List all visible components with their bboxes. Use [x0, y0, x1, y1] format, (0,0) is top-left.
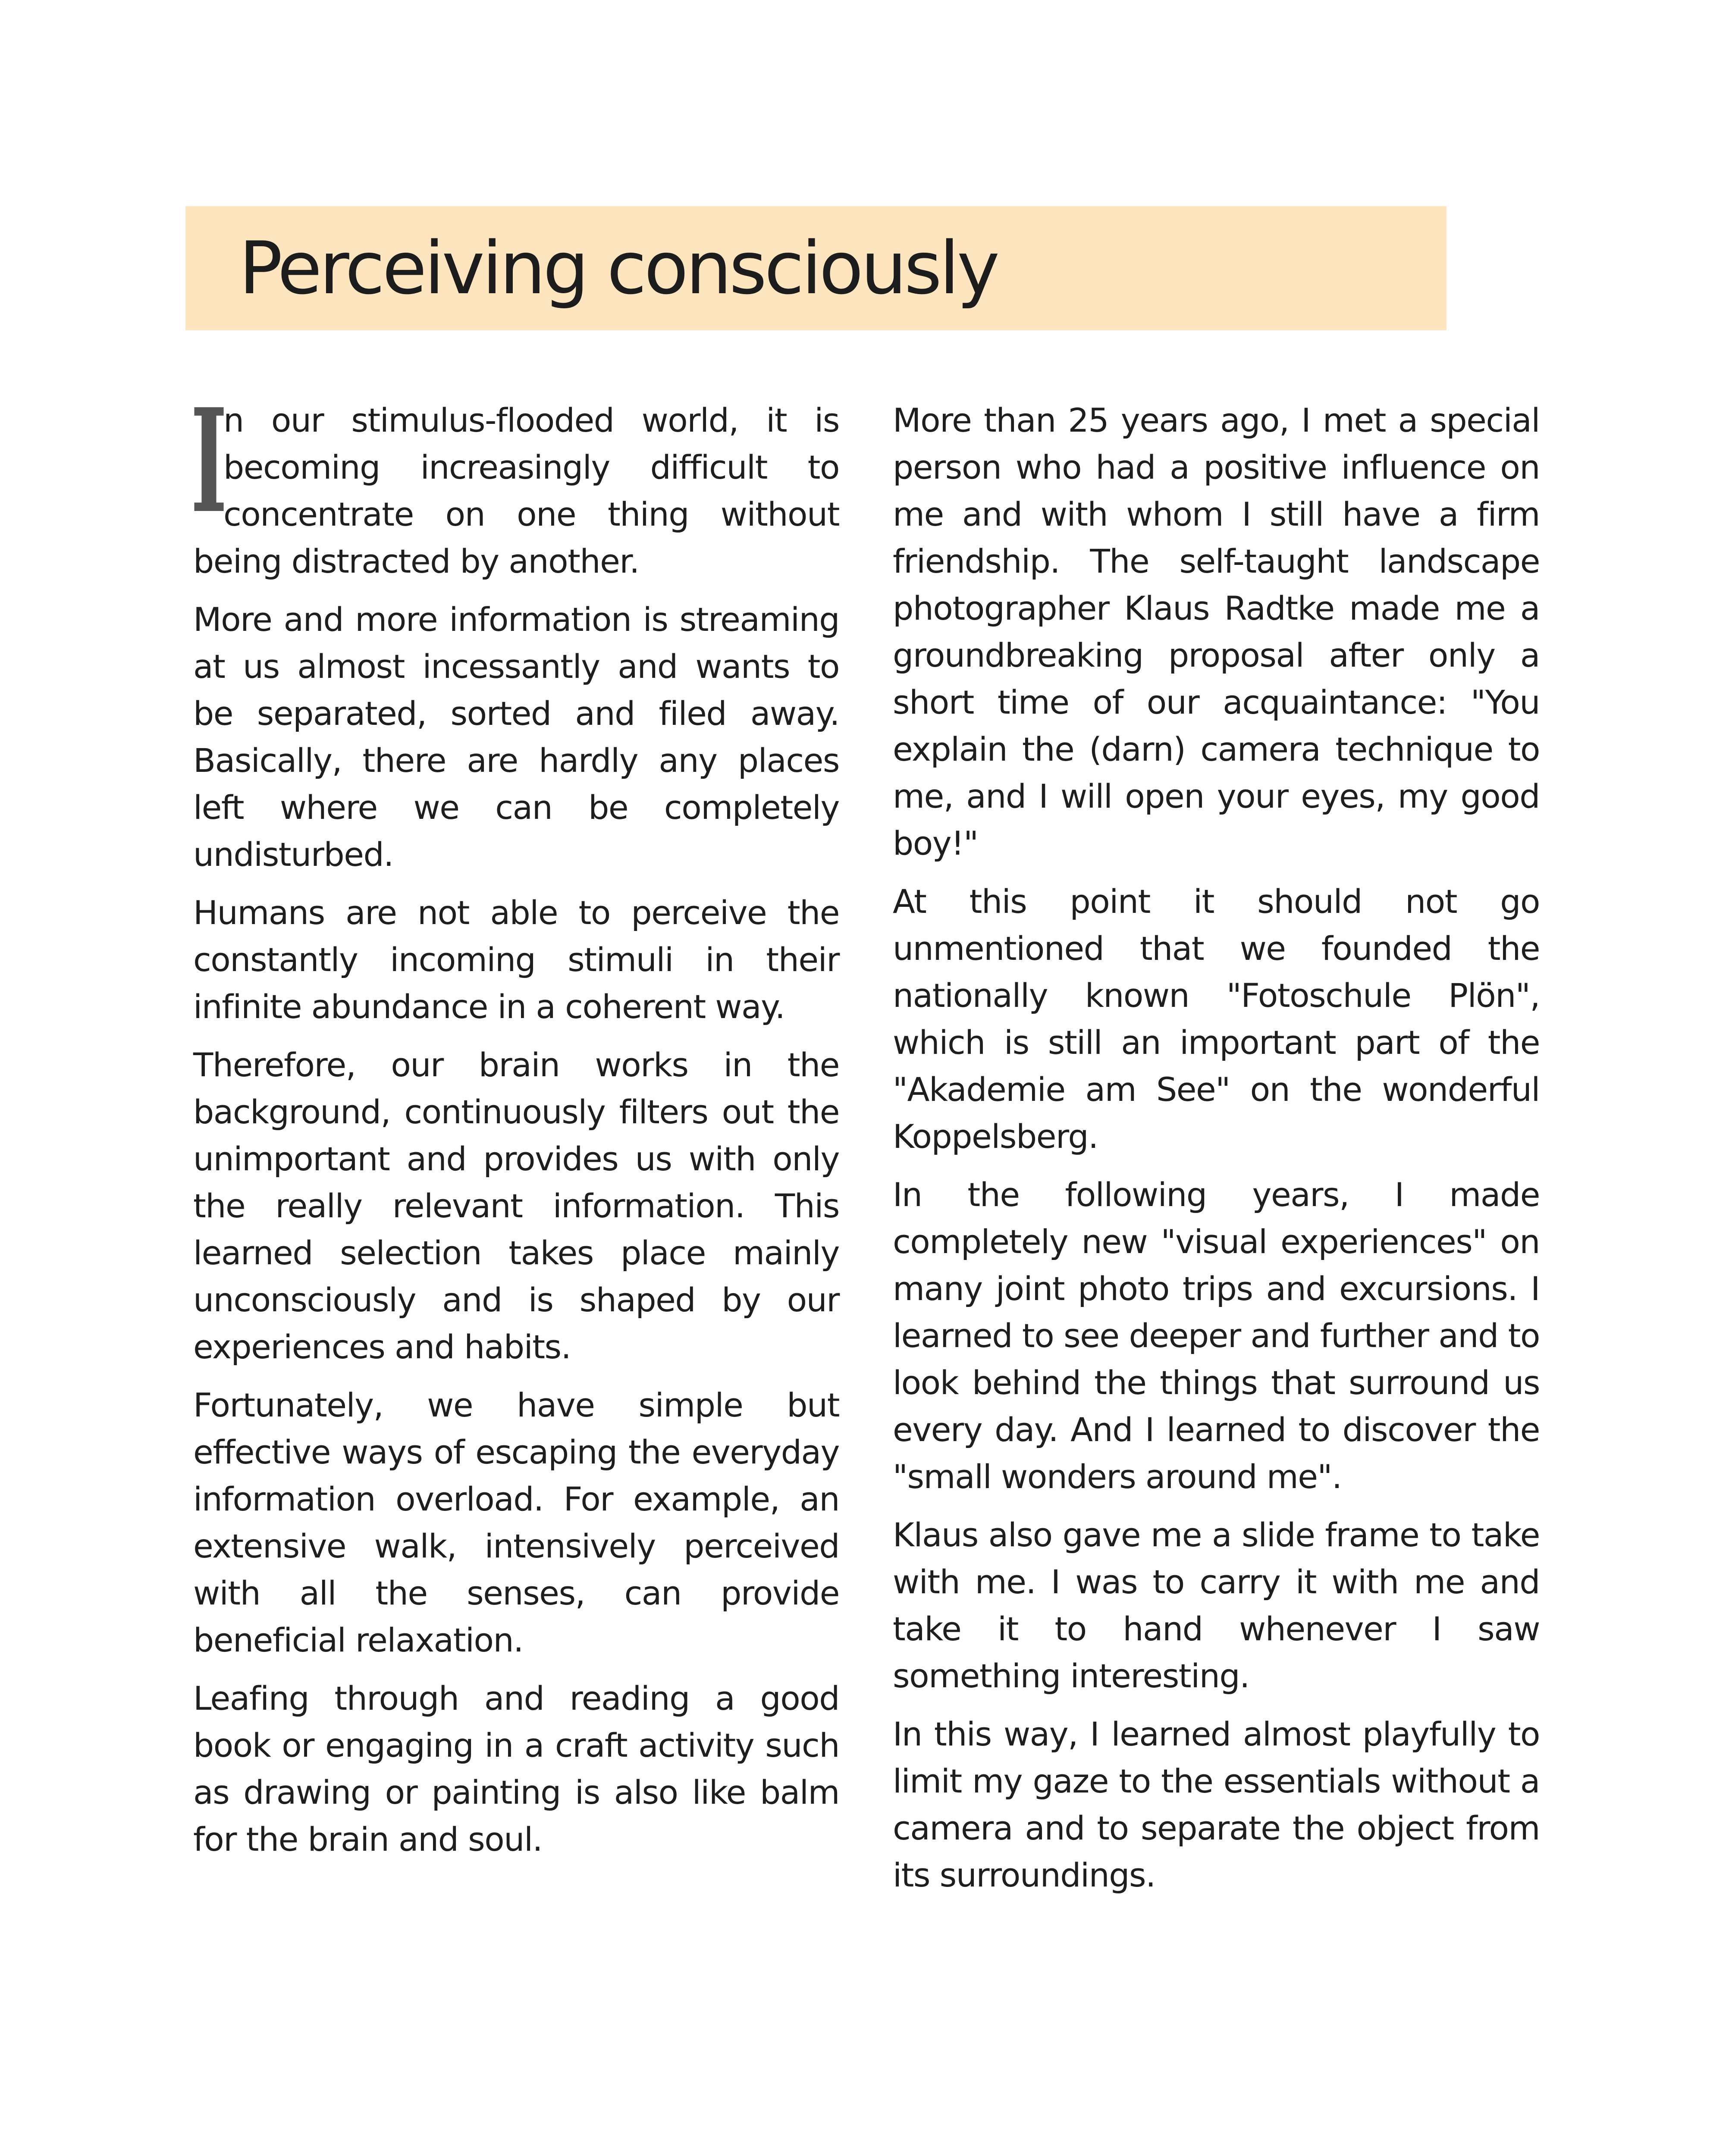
paragraph: Fortunately, we have simple but effective ways of escaping the everyday information overload. For example, an extensive walk, intensively perceived with all the senses, can provide beneficial relaxation.	[193, 1386, 839, 1659]
page-title: Perceiving consciously	[239, 226, 998, 310]
paragraph-text: n our stimulus-flooded world, it is becoming increasingly difficult to concentrate on one thing without being distracted by another.	[193, 401, 839, 580]
paragraph: More and more information is streaming at us almost incessantly and wants to be separated, sorted and filed away. Basically, there are hardly any places left where we can be completely undisturbed.	[193, 600, 839, 874]
dropcap-letter: I	[191, 377, 227, 545]
paragraph: Therefore, our brain works in the background, continuously filters out the unimportant and provides us with only the really relevant information. This learned selection takes place mainly unconsciously and is shaped by our experiences and habits.	[193, 1046, 839, 1366]
paragraph: Klaus also gave me a slide frame to take with me. I was to carry it with me and take it to hand whenever I saw something interesting.	[893, 1516, 1540, 1695]
paragraph: More than 25 years ago, I met a special person who had a positive influence on me and with whom I still have a firm friendship. The self-taught landscape photographer Klaus Radtke made me a groundbreaking proposal after only a short time of our acquaintance: "You explain the (darn) camera technique to me, and I will open your eyes, my good boy!"	[893, 401, 1540, 862]
paragraph: In the following years, I made completely new "visual experiences" on many joint photo trips and excursions. I learned to see deeper and further and to look behind the things that surround us every day. And I learned to discover the "small wonders around me".	[893, 1175, 1540, 1496]
left-column	[191, 377, 839, 1874]
paragraph: Humans are not able to perceive the constantly incoming stimuli in their infinite abundance in a coherent way.	[193, 893, 839, 1026]
paragraph: Leafing through and reading a good book or engaging in a craft activity such as drawing or painting is also like balm for the brain and soul.	[193, 1679, 839, 1858]
title-banner	[185, 206, 1446, 330]
right-column	[893, 397, 1540, 1910]
paragraph: At this point it should not go unmentioned that we founded the nationally known "Fotoschule Plön", which is still an important part of the "Akademie am See" on the wonderful Koppelsberg.	[893, 882, 1540, 1156]
paragraph-with-dropcap	[191, 377, 839, 585]
paragraph: In this way, I learned almost playfully to limit my gaze to the essentials without a camera and to separate the object from its surroundings.	[893, 1715, 1540, 1894]
dropcap	[191, 377, 227, 545]
